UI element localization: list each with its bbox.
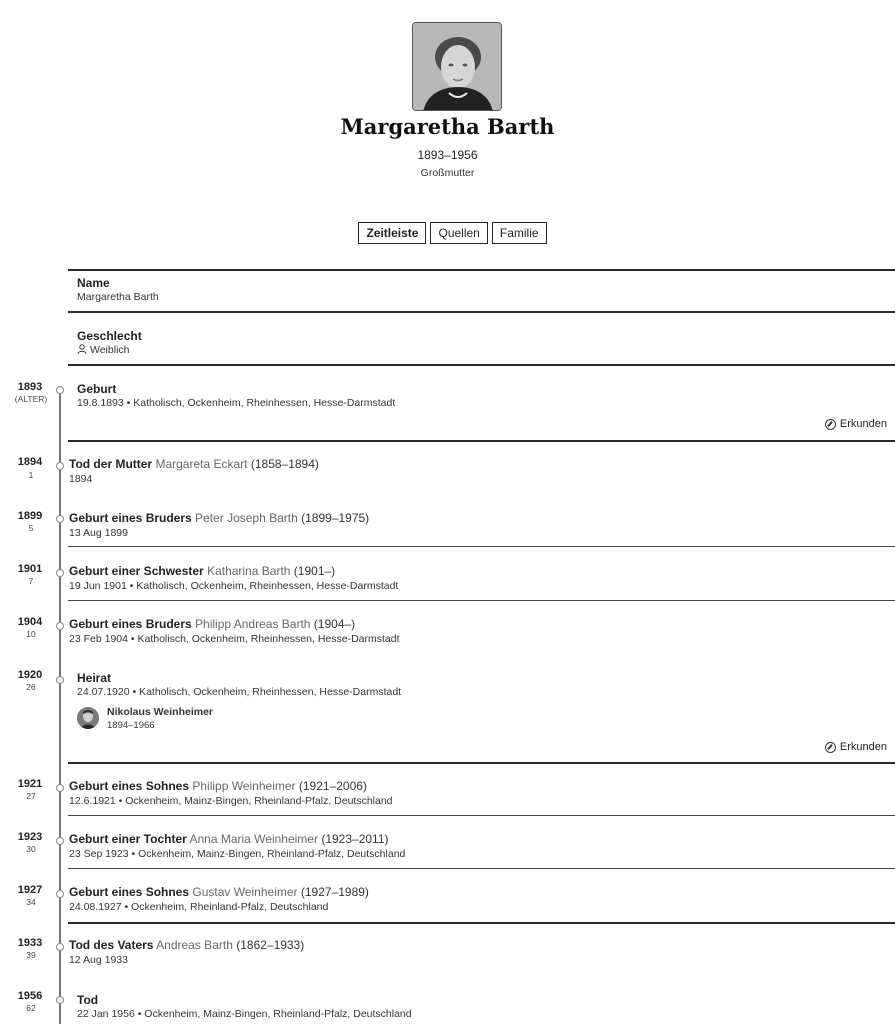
person-relationship: Großmutter [420,167,475,179]
event-title: Tod des Vaters [69,938,154,952]
related-person-link[interactable]: Philipp Weinheimer [192,779,296,793]
event-subtitle: 24.08.1927 • Ockenheim, Rheinland-Pfalz, Deutschland [69,901,329,913]
divider [68,762,895,764]
related-person-dates: (1923–2011) [321,832,389,846]
event-year: 1899 [17,510,43,522]
timeline-event [69,457,895,485]
person-name: Margaretha Barth [340,114,555,139]
event-age: 10 [26,629,36,639]
related-person-link[interactable]: Philipp Andreas Barth [195,617,311,631]
gender-fact-row [77,344,130,356]
avatar-image [77,707,99,729]
timeline-dot [56,943,64,951]
event-subtitle: 22 Jan 1956 • Ockenheim, Mainz-Bingen, Rheinland-Pfalz, Deutschland [77,1008,412,1020]
timeline-event [69,617,895,645]
timeline-dot [56,515,64,523]
gender-fact-label: Geschlecht [77,329,142,343]
explore-button[interactable] [825,418,887,430]
avatar [77,707,99,729]
event-title: Geburt eines Sohnes [69,885,190,899]
related-person-link[interactable]: Andreas Barth [156,938,233,952]
event-age: 26 [26,682,36,692]
event-subtitle: 24.07.1920 • Katholisch, Ockenheim, Rheinhessen, Hesse-Darmstadt [77,686,402,698]
timeline-event [69,511,895,539]
event-subtitle: 23 Sep 1923 • Ockenheim, Mainz-Bingen, Rheinland-Pfalz, Deutschland [69,848,406,860]
timeline-event [69,779,895,807]
event-subtitle: 23 Feb 1904 • Katholisch, Ockenheim, Rheinhessen, Hesse-Darmstadt [69,633,400,645]
event-year: 1901 [17,563,43,575]
event-title: Geburt einer Tochter [69,832,187,846]
compass-icon [825,742,836,753]
related-person-dates: (1921–2006) [298,779,367,793]
related-person-dates: (1899–1975) [301,511,370,525]
timeline-dot [56,996,64,1004]
related-person-dates: (1858–1894) [250,457,319,471]
event-subtitle: 12.6.1921 • Ockenheim, Mainz-Bingen, Rheinland-Pfalz, Deutschland [69,795,393,807]
timeline-dot [56,676,64,684]
related-person-link[interactable]: Margareta Eckart [155,457,248,471]
event-title: Geburt eines Sohnes [69,779,190,793]
event-title: Geburt einer Schwester [69,564,204,578]
related-person-link[interactable]: Katharina Barth [207,564,291,578]
event-title: Tod der Mutter [69,457,153,471]
name-fact-value: Margaretha Barth [77,291,159,303]
event-year: 1933 [17,937,43,949]
event-year: 1904 [17,616,43,628]
event-age: 62 [26,1003,36,1013]
divider [68,868,895,869]
timeline-dot [56,890,64,898]
related-person-dates: (1901–) [293,564,336,578]
event-age: 27 [26,791,36,801]
tab-sources[interactable]: Quellen [430,222,487,244]
event-title: Geburt eines Bruders [69,617,192,631]
event-title: Geburt eines Bruders [69,511,192,525]
event-subtitle: 1894 [69,473,93,485]
timeline-event [69,885,895,913]
event-subtitle: 19 Jun 1901 • Katholisch, Ockenheim, Rheinhessen, Hesse-Darmstadt [69,580,399,592]
person-icon [77,344,87,354]
event-age: (ALTER) [14,394,48,404]
related-person-dates: (1862–1933) [236,938,305,952]
timeline-dot [56,462,64,470]
divider [68,815,895,816]
related-person-link[interactable]: Gustav Weinheimer [192,885,298,899]
event-year: 1920 [17,669,43,681]
event-age: 1 [28,470,34,480]
event-title: Geburt [77,382,117,396]
timeline-dot [56,386,64,394]
timeline-event [69,832,895,860]
tab-bar [0,222,895,244]
tab-timeline[interactable]: Zeitleiste [358,222,426,244]
event-subtitle: 13 Aug 1899 [69,527,128,539]
event-age: 5 [28,523,34,533]
related-person-dates: (1904–) [313,617,356,631]
timeline-event [69,938,895,966]
spouse-card[interactable] [77,706,213,731]
event-year: 1894 [17,456,43,468]
event-year: 1923 [17,831,43,843]
event-subtitle: 19.8.1893 • Katholisch, Ockenheim, Rheinhessen, Hesse-Darmstadt [77,397,396,409]
portrait-image [413,23,502,111]
tab-family[interactable]: Familie [492,222,547,244]
timeline-event [69,564,895,592]
explore-label: Erkunden [839,741,887,753]
event-age: 34 [26,897,36,907]
divider [68,922,895,924]
timeline-dot [56,837,64,845]
event-subtitle: 12 Aug 1933 [69,954,128,966]
event-title: Heirat [77,671,112,685]
divider [68,269,895,271]
gender-fact-value: Weiblich [90,344,130,356]
event-title: Tod [77,993,99,1007]
explore-label: Erkunden [839,418,887,430]
event-year: 1921 [17,778,43,790]
event-year: 1927 [17,884,43,896]
timeline-dot [56,622,64,630]
event-age: 7 [28,576,34,586]
spouse-name: Nikolaus Weinheimer [107,706,214,718]
divider [68,311,895,313]
name-fact-label: Name [77,276,110,290]
event-year: 1956 [17,990,43,1002]
explore-button[interactable] [825,741,887,753]
event-age: 39 [26,950,36,960]
related-person-dates: (1927–1989) [300,885,369,899]
event-age: 30 [26,844,36,854]
compass-icon [825,419,836,430]
timeline-line [59,388,61,1024]
spouse-lifespan: 1894–1966 [107,720,155,731]
profile-photo[interactable] [412,22,502,111]
divider [68,546,895,547]
divider [68,440,895,442]
person-lifespan: 1893–1956 [417,148,478,162]
event-year: 1893 [17,381,43,393]
related-person-link[interactable]: Anna Maria Weinheimer [189,832,318,846]
divider [68,364,895,366]
timeline-dot [56,569,64,577]
related-person-link[interactable]: Peter Joseph Barth [195,511,298,525]
divider [68,600,895,601]
timeline-dot [56,784,64,792]
